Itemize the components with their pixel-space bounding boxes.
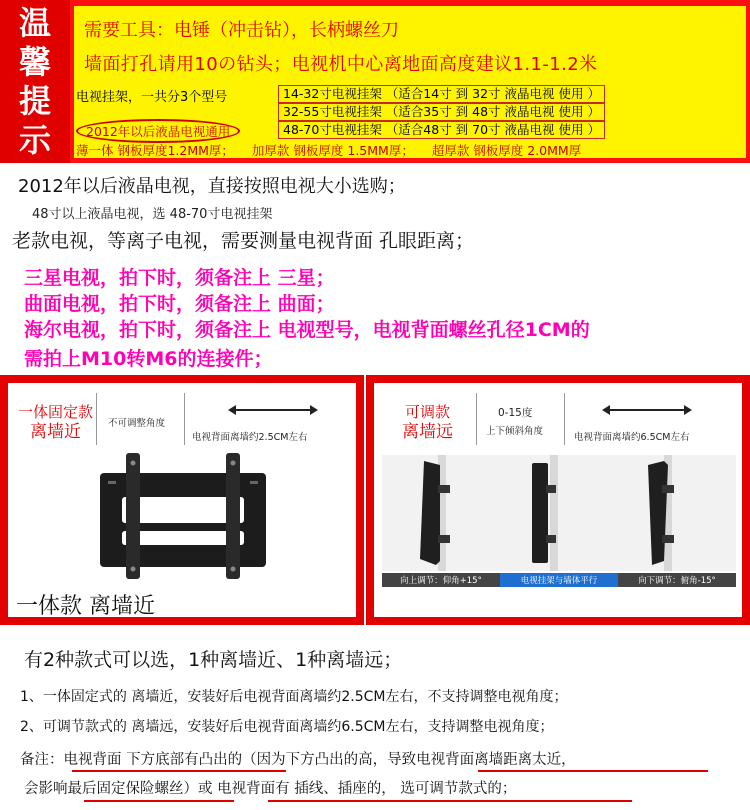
tilt-angle-label: 上下倾斜角度 [486, 426, 544, 437]
info-line-1: 2012年以后液晶电视，直接按照电视大小选购； [18, 176, 406, 197]
double-arrow-icon [602, 405, 692, 415]
tilt-mount-card [374, 383, 742, 617]
mount-count: 电视挂架，一共分3个型号 [76, 90, 228, 105]
tilt-caption-strip [382, 573, 736, 587]
badge-2012: 2012年以后液晶电视通用 [76, 119, 240, 143]
size-option-large: 48-70寸电视挂架 （适合48寸 到 70寸 液晶电视 使用 ） [278, 121, 605, 139]
note-connector: 需拍上M10转M6的连接件； [24, 348, 273, 370]
tip-char-4: 示 [18, 120, 51, 159]
fixed-mount-bracket-image [98, 451, 268, 581]
remark-underline [268, 800, 632, 802]
tilt-mount-panel [366, 375, 750, 625]
option-fixed-note: 1、一体固定式的 离墙近，安装好后电视背面离墙约2.5CM左右，不支持调整电视角度； [20, 689, 568, 705]
remark-underline [72, 770, 286, 772]
tip-char-3: 提 [18, 81, 51, 120]
fixed-mount-caption: 一体款 离墙近 [16, 594, 155, 619]
info-line-2: 48寸以上液晶电视，选 48-70寸电视挂架 [32, 207, 273, 222]
thickness-thin: 薄一体 钢板厚度1.2MM厚； [76, 143, 234, 158]
remark-line-1: 备注：电视背面 下方底部有凸出的（因为下方凸出的高，导致电视背面离墙距离太近， [20, 752, 576, 768]
divider [96, 393, 97, 445]
note-haier: 海尔电视，拍下时，须备注上 电视型号，电视背面螺丝孔径1CM的 [24, 319, 590, 341]
tip-char-1: 温 [18, 4, 51, 43]
tilt-title-line2: 离墙远 [402, 421, 453, 442]
divider [184, 393, 185, 445]
note-curved: 曲面电视，拍下时，须备注上 曲面； [24, 293, 335, 315]
tilt-distance-label: 电视背面离墙约6.5CM左右 [574, 432, 690, 443]
tilt-mount-images [382, 455, 736, 571]
notice-banner [0, 0, 750, 163]
tip-char-2: 馨 [18, 43, 51, 82]
tilt-mount-title [402, 403, 453, 443]
options-summary: 有2种款式可以选，1种离墙近、1种离墙远； [24, 649, 403, 671]
tilt-angle-range: 0-15度 [498, 407, 533, 419]
note-samsung: 三星电视，拍下时，须备注上 三星； [24, 267, 335, 289]
thickness-list [76, 141, 595, 159]
divider [564, 393, 565, 445]
info-line-3: 老款电视，等离子电视，需要测量电视背面 孔眼距离； [12, 230, 475, 252]
thickness-extra: 超厚款 钢板厚度 2.0MM厚 [431, 143, 582, 158]
fixed-distance-label: 电视背面离墙约2.5CM左右 [192, 432, 308, 443]
warm-tips-label [0, 0, 70, 163]
fixed-mount-card [8, 383, 356, 617]
tools-text: 需要工具：电锤（冲击钻），长柄螺丝刀 [84, 20, 399, 41]
drill-note: 墙面打孔请用10の钻头；电视机中心离地面高度建议1.1-1.2米 [84, 54, 598, 75]
remark-line-2: 会影响最后固定保险螺丝）或 电视背面有 插线、插座的， 选可调节款式的； [24, 781, 517, 797]
tilt-title-line1: 可调款 [404, 403, 450, 421]
no-tilt-label: 不可调整角度 [108, 418, 166, 429]
notice-box [74, 6, 746, 158]
thickness-thick: 加厚款 钢板厚度 1.5MM厚； [251, 143, 414, 158]
tilt-parallel-caption: 电视挂架与墙体平行 [500, 573, 618, 587]
tilt-down-caption: 向下调节：俯角-15° [618, 573, 736, 587]
fixed-title-line1: 一体固定款 [18, 403, 94, 421]
remark-underline [84, 800, 234, 802]
divider [476, 393, 477, 445]
fixed-title-line2: 离墙近 [30, 421, 81, 442]
double-arrow-icon [228, 405, 318, 415]
option-tilt-note: 2、可调节款式的 离墙远，安装好后电视背面离墙约6.5CM左右，支持调整电视角度； [20, 719, 554, 735]
tilt-up-caption: 向上调节：仰角+15° [382, 573, 500, 587]
fixed-mount-panel [0, 375, 364, 625]
remark-underline [478, 770, 708, 772]
size-option-medium: 32-55寸电视挂架 （适合35寸 到 48寸 液晶电视 使用 ） [278, 103, 605, 121]
fixed-mount-title [18, 403, 93, 443]
size-option-small: 14-32寸电视挂架 （适合14寸 到 32寸 液晶电视 使用 ） [278, 85, 605, 103]
